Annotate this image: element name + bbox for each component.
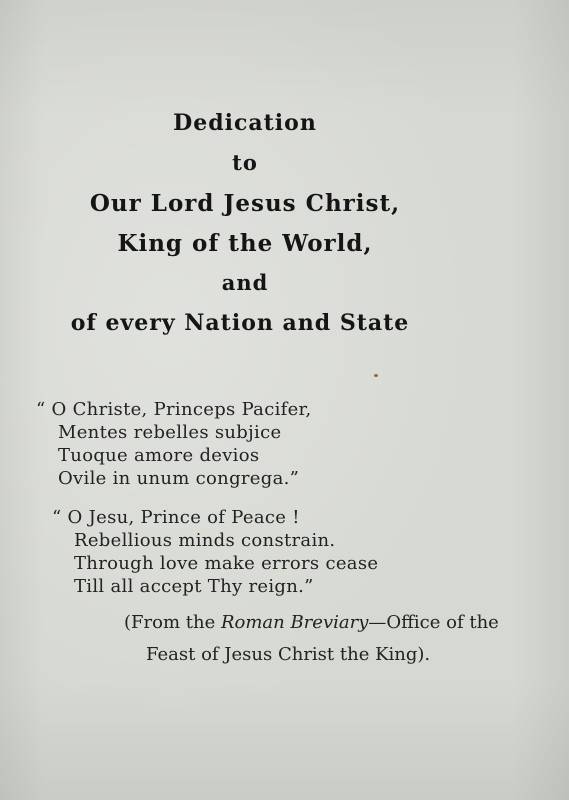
english-verse-line: Through love make errors cease (74, 553, 379, 574)
latin-verse-line: Ovile in unum congrega.” (58, 468, 300, 489)
dedication-heading: Dedication (173, 110, 317, 136)
dedication-and: and (221, 270, 269, 295)
english-verse-line: “ O Jesu, Prince of Peace ! (52, 507, 300, 528)
dedication-to: to (232, 150, 258, 175)
english-verse-line: Rebellious minds constrain. (74, 530, 336, 551)
source-book-title: Roman Breviary (220, 612, 369, 633)
source-citation (124, 610, 499, 635)
dedication-lord: Our Lord Jesus Christ, (89, 190, 401, 217)
dedication-king: King of the World, (117, 230, 373, 257)
source-suffix: —Office of the (368, 612, 499, 633)
latin-verse-line: Tuoque amore devios (58, 445, 260, 466)
english-verse (52, 506, 378, 598)
source-citation-line2: Feast of Jesus Christ the King). (146, 644, 431, 665)
paper-speck (374, 374, 378, 377)
dedication-nations: of every Nation and State (70, 310, 410, 336)
latin-verse-line: “ O Christe, Princeps Pacifer, (36, 399, 312, 420)
latin-verse-line: Mentes rebelles subjice (58, 422, 282, 443)
source-prefix: (From the (124, 612, 221, 633)
latin-verse (36, 398, 312, 490)
english-verse-line: Till all accept Thy reign.” (74, 576, 314, 597)
